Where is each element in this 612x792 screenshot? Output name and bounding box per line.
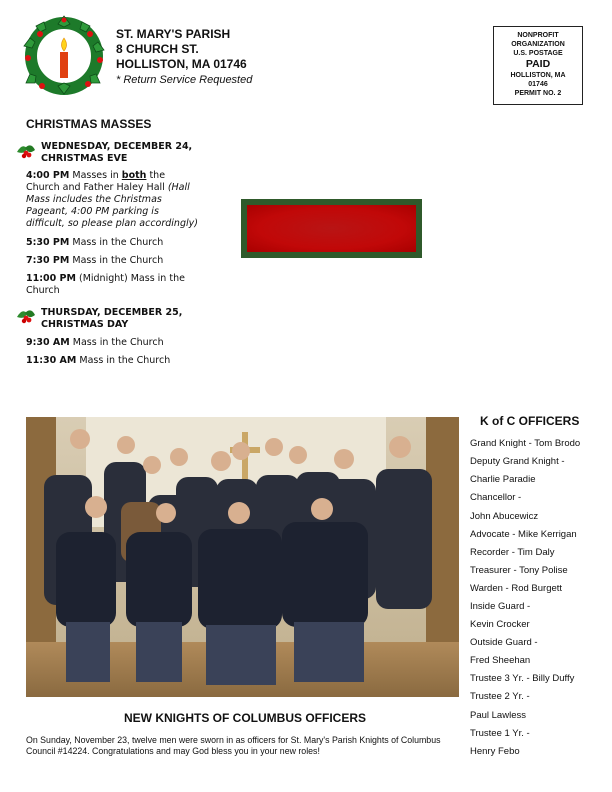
officer-line: Advocate - Mike Kerrigan bbox=[470, 529, 577, 540]
postage-line: HOLLISTON, MA bbox=[510, 72, 566, 79]
postage-line: PERMIT NO. 2 bbox=[514, 90, 562, 97]
parish-address bbox=[116, 27, 247, 72]
return-service-note: * Return Service Requested bbox=[116, 74, 253, 86]
city-state-zip: HOLLISTON, MA 01746 bbox=[116, 57, 247, 71]
postage-line: ORGANIZATION bbox=[511, 41, 565, 48]
christmas-eve-label: CHRISTMAS EVE bbox=[41, 153, 128, 164]
postage-indicia bbox=[493, 26, 583, 105]
mass-item: 4:00 PM Masses in both the Church and Father Haley Hall (Hall Mass includes the Christmas Pageant, 4:00 PM parking is difficult, so please plan accordingly) bbox=[26, 170, 198, 229]
street-address: 8 CHURCH ST. bbox=[116, 42, 199, 56]
officer-line: Trustee 2 Yr. - bbox=[470, 691, 530, 702]
mass-item: 11:30 AM Mass in the Church bbox=[26, 355, 171, 366]
officer-line: Inside Guard - bbox=[470, 601, 531, 612]
postage-paid: PAID bbox=[525, 58, 551, 70]
christmas-day-heading bbox=[41, 307, 182, 331]
officer-line: Charlie Paradie bbox=[470, 474, 536, 485]
mass-item: 11:00 PM (Midnight) Mass in the Church bbox=[26, 273, 185, 296]
officer-line: Treasurer - Tony Polise bbox=[470, 565, 568, 576]
postage-line: NONPROFIT bbox=[517, 32, 559, 39]
officer-line: Trustee 1 Yr. - bbox=[470, 728, 530, 739]
holly-icon bbox=[15, 305, 37, 327]
holly-icon bbox=[15, 140, 37, 162]
christmas-day-date: THURSDAY, DECEMBER 25, bbox=[41, 307, 183, 318]
officer-line: Grand Knight - Tom Brodo bbox=[470, 438, 581, 449]
christmas-day-label: CHRISTMAS DAY bbox=[41, 319, 129, 330]
parish-name: ST. MARY'S PARISH bbox=[116, 27, 231, 41]
officer-line: Recorder - Tim Daly bbox=[470, 547, 555, 558]
mass-item: 7:30 PM Mass in the Church bbox=[26, 255, 164, 266]
news-body-text: On Sunday, November 23, twelve men were sworn in as officers for St. Mary's Parish Knights of Columbus Council #14224. Congratulations and may God bless you in your new roles! bbox=[26, 735, 441, 756]
christmas-wreath-logo bbox=[20, 12, 108, 100]
christmas-masses-heading: CHRISTMAS MASSES bbox=[26, 117, 152, 131]
decorative-red-panel bbox=[241, 199, 422, 258]
officer-line: Chancellor - bbox=[470, 492, 522, 503]
christmas-eve-date: WEDNESDAY, DECEMBER 24, bbox=[41, 141, 193, 152]
officer-line: Outside Guard - bbox=[470, 637, 538, 648]
officer-line: Kevin Crocker bbox=[470, 619, 530, 630]
postage-line: 01746 bbox=[528, 81, 548, 88]
officer-line: Paul Lawless bbox=[470, 710, 526, 721]
officer-line: Trustee 3 Yr. - Billy Duffy bbox=[470, 673, 575, 684]
officer-line: Fred Sheehan bbox=[470, 655, 531, 666]
postage-line: U.S. POSTAGE bbox=[513, 50, 563, 57]
officer-line: Henry Febo bbox=[470, 746, 520, 757]
christmas-eve-heading bbox=[41, 141, 192, 165]
kofc-officers-heading: K of C OFFICERS bbox=[480, 414, 580, 428]
knights-officers-group-photo bbox=[26, 417, 459, 697]
news-headline: NEW KNIGHTS OF COLUMBUS OFFICERS bbox=[124, 711, 366, 725]
officer-line: John Abucewicz bbox=[470, 511, 539, 522]
officer-line: Deputy Grand Knight - bbox=[470, 456, 565, 467]
officer-line: Warden - Rod Burgett bbox=[470, 583, 563, 594]
mass-item: 9:30 AM Mass in the Church bbox=[26, 337, 164, 348]
mass-item: 5:30 PM Mass in the Church bbox=[26, 237, 164, 248]
